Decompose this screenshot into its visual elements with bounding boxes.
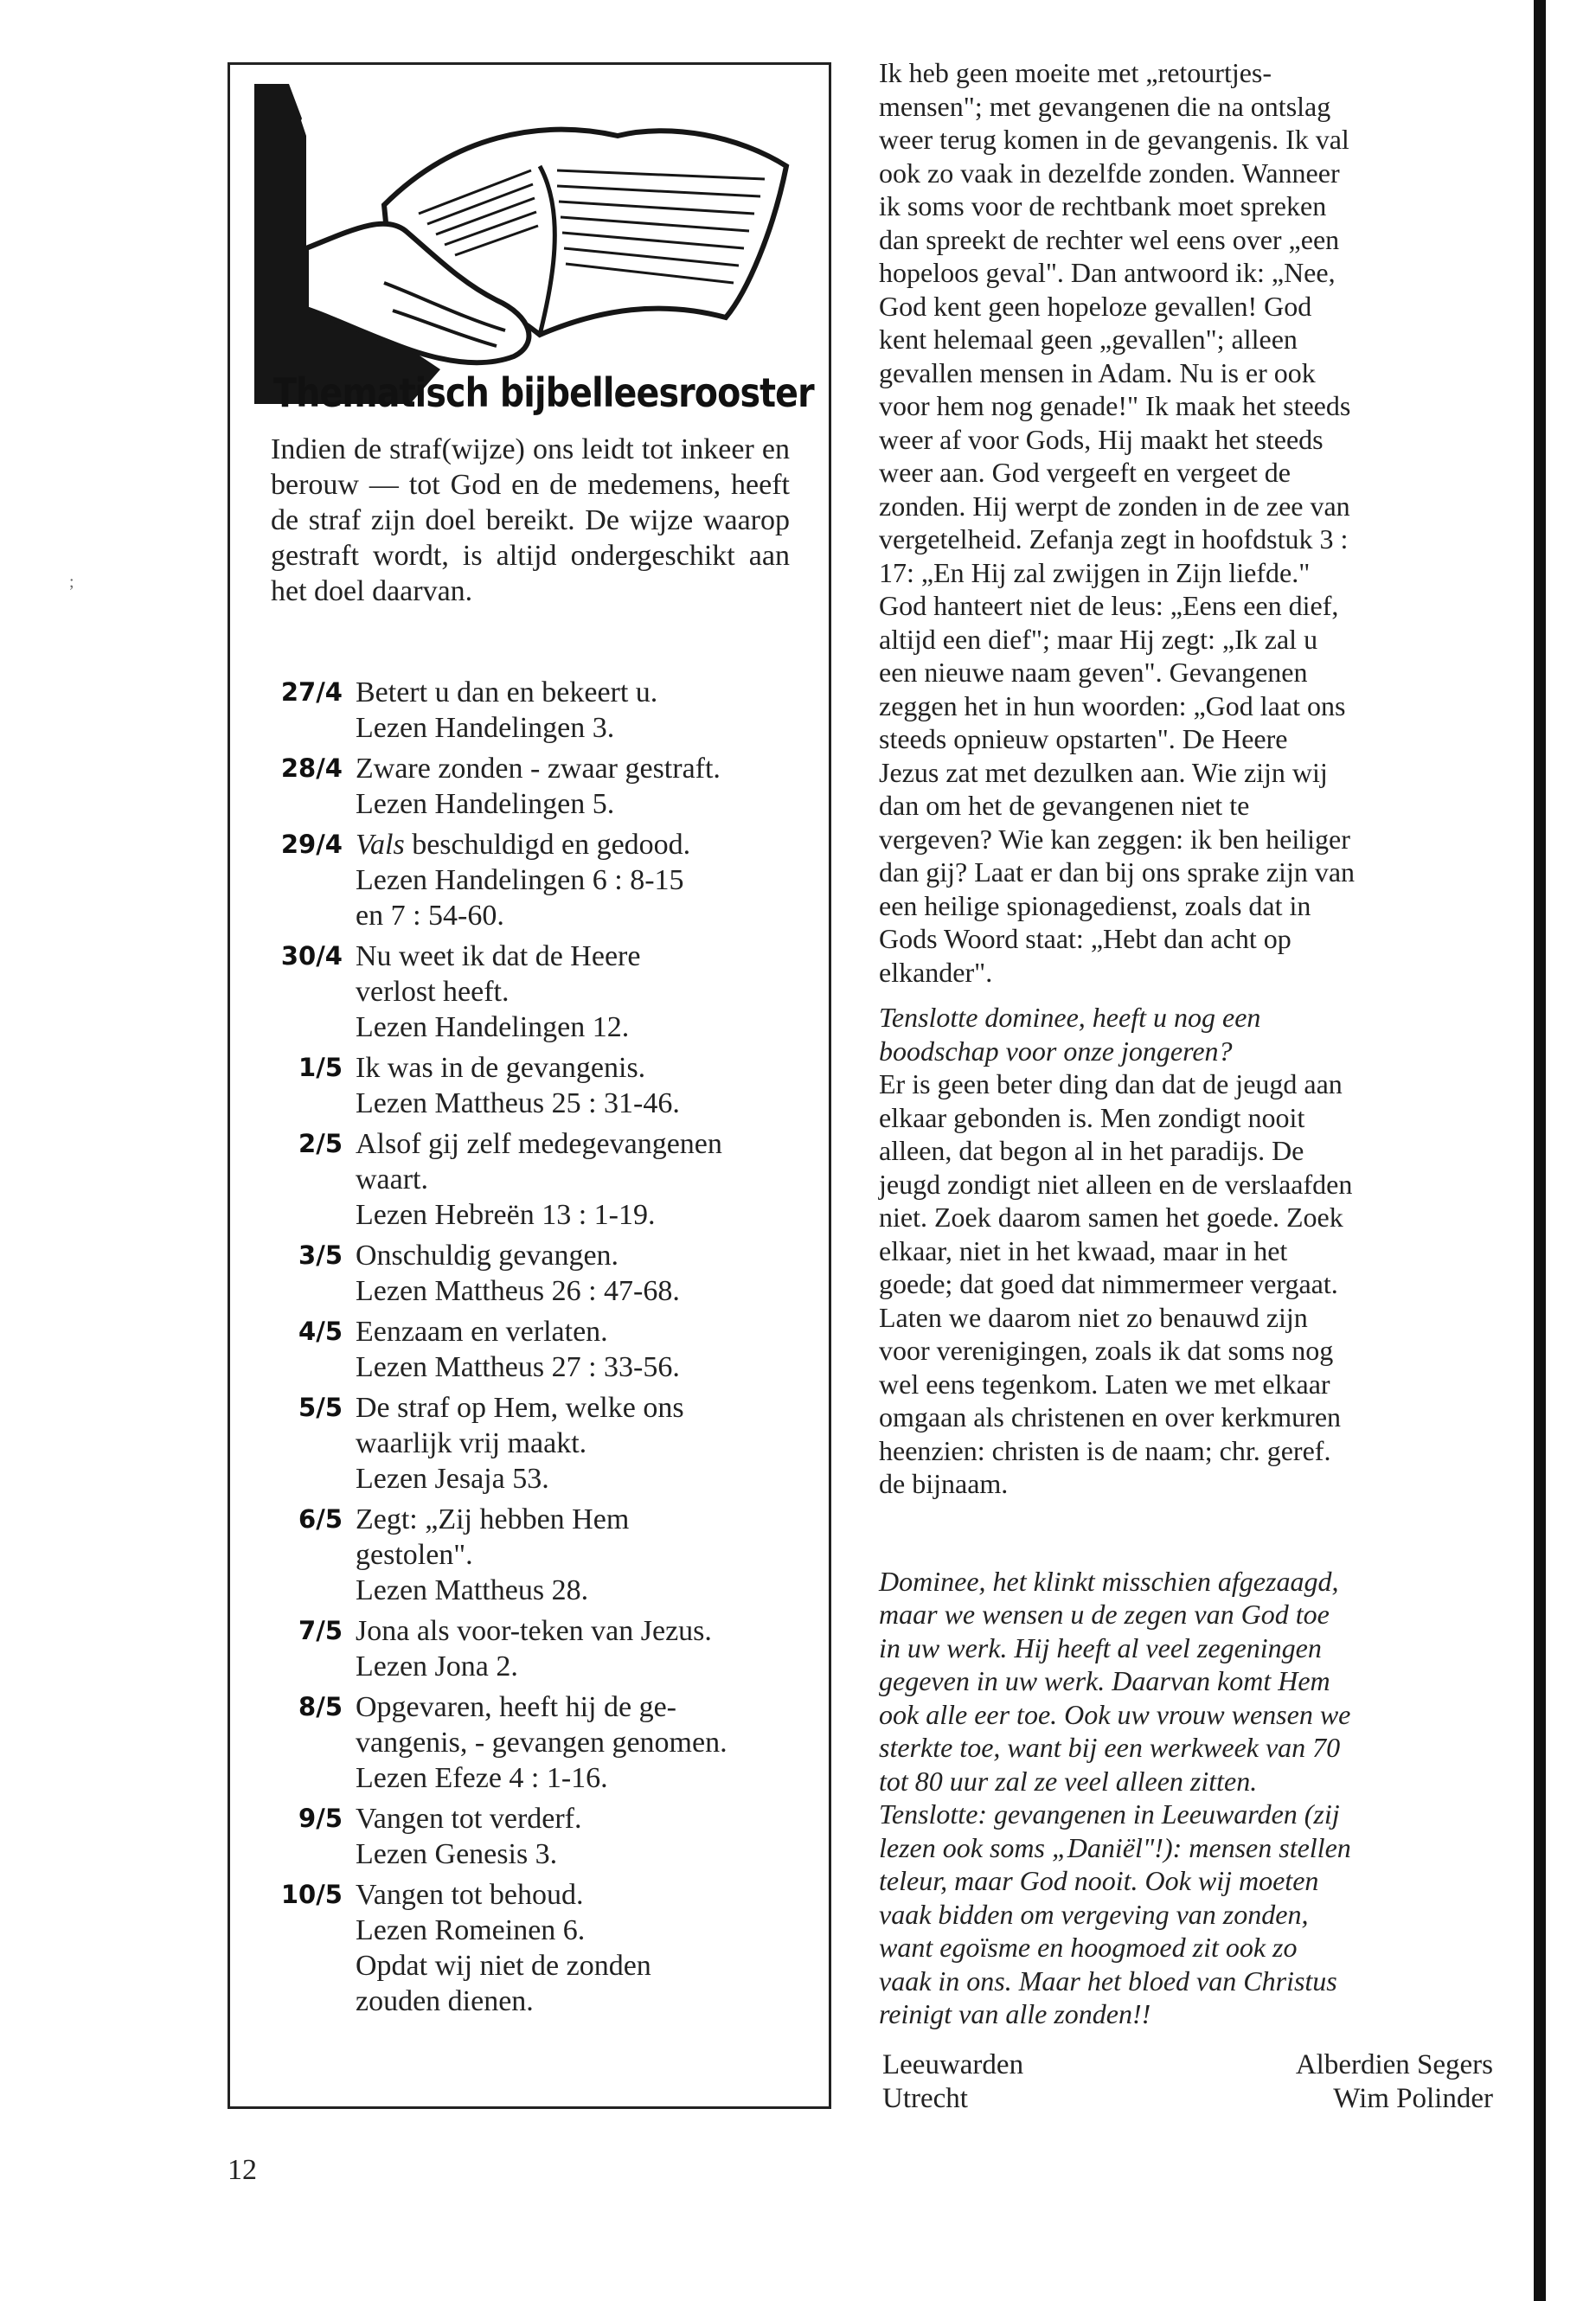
schedule-text xyxy=(356,1390,805,1497)
schedule-line: Lezen Mattheus 28. xyxy=(356,1574,589,1606)
schedule-text xyxy=(356,675,805,746)
signoff xyxy=(882,2048,1493,2116)
schedule-text xyxy=(356,751,805,822)
schedule-line: Zegt: „Zij hebben Hem xyxy=(356,1503,630,1535)
schedule-text xyxy=(356,939,805,1045)
schedule-line: Onschuldig gevangen. xyxy=(356,1240,619,1272)
schedule-line: en 7 : 54-60. xyxy=(356,900,504,932)
schedule-date: 3/5 xyxy=(298,1240,343,1270)
schedule-line: Lezen Mattheus 25 : 31-46. xyxy=(356,1087,680,1119)
schedule-entry xyxy=(271,1613,805,1684)
schedule-line: Alsof gij zelf medegevangenen xyxy=(356,1128,722,1160)
schedule-entry xyxy=(271,1314,805,1385)
schedule-entry xyxy=(271,1238,805,1309)
answer-paragraph-1: Ik heb geen moeite met „retourtjes- mensen"; met gevangenen die na ontslag weer terug komen in de gevangenis. Ik val ook zo vaak in dezelfde zonden. Wanneer ik soms voor de rechtbank moet spreken dan spreekt de rechter wel eens over „een hopeloos geval". Dan antwoord ik: „Nee, God kent geen hopeloze gevallen! God kent helemaal geen „gevallen"; alleen gevallen mensen in Adam. Nu is er ook voor hem nog genade!" Ik maak het steeds weer af voor Gods, Hij maakt het steeds weer aan. God vergeeft en vergeet de zonden. Hij werpt de zonden in de zee van vergetelheid. Zefanja zegt in hoofdstuk 3 : 17: „En Hij zal zwijgen in Zijn liefde." God hanteert niet de leus: „Eens een dief, altijd een dief"; maar Hij zegt: „Ik zal u een nieuwe naam geven". Gevangenen zeggen het in hun woorden: „God laat ons steeds opnieuw opstarten". De Heere Jezus zat met dezulken aan. Wie zijn wij dan om het de gevangenen niet te vergeven? Wie kan zeggen: ik ben heiliger dan gij? Laat er dan bij ons sprake zijn van een heilige spionagedienst, zoals dat in Gods Woord staat: „Hebt dan acht op elkander". xyxy=(879,57,1356,988)
schedule-text xyxy=(356,1613,805,1684)
schedule-entry xyxy=(271,1050,805,1121)
schedule-line: Jona als voor-teken van Jezus. xyxy=(356,1615,712,1647)
schedule-entry xyxy=(271,827,805,933)
schedule-line: Lezen Hebreën 13 : 1-19. xyxy=(356,1199,656,1231)
schedule-line: Vangen tot behoud. xyxy=(356,1879,584,1911)
schedule-date: 5/5 xyxy=(298,1393,343,1422)
signoff-places xyxy=(882,2048,1023,2116)
schedule-line: Lezen Handelingen 3. xyxy=(356,712,615,744)
schedule-list xyxy=(271,675,805,2024)
schedule-text xyxy=(356,1801,805,1872)
schedule-line: vangenis, - gevangen genomen. xyxy=(356,1727,727,1759)
schedule-line: Eenzaam en verlaten. xyxy=(356,1316,608,1348)
schedule-line: waarlijk vrij maakt. xyxy=(356,1427,587,1459)
schedule-date: 28/4 xyxy=(280,753,343,783)
reading-schedule-box xyxy=(228,62,831,2109)
schedule-text xyxy=(356,1238,805,1309)
schedule-date: 4/5 xyxy=(298,1317,343,1346)
schedule-line: Lezen Efeze 4 : 1-16. xyxy=(356,1762,608,1794)
page-edge-bar xyxy=(1534,0,1546,2301)
schedule-line: zouden dienen. xyxy=(356,1985,534,2017)
schedule-line: De straf op Hem, welke ons xyxy=(356,1392,684,1424)
schedule-date: 7/5 xyxy=(298,1616,343,1645)
schedule-text xyxy=(356,1502,805,1608)
schedule-line: waart. xyxy=(356,1163,429,1195)
schedule-date: 10/5 xyxy=(280,1880,343,1909)
schedule-line: verlost heeft. xyxy=(356,976,510,1008)
signoff-place-2: Utrecht xyxy=(882,2083,968,2114)
signoff-name-1: Alberdien Segers xyxy=(1295,2049,1493,2080)
schedule-entry xyxy=(271,1801,805,1872)
answer-paragraph-2: Er is geen beter ding dan dat de jeugd aan elkaar gebonden is. Men zondigt nooit alleen, dat begon al in het paradijs. De jeugd zondigt niet alleen en de verslaafden niet. Zoek daarom samen het goede. Zoek elkaar, niet in het kwaad, maar in het goede; dat goed dat nimmermeer vergaat. Laten we daarom niet zo benauwd zijn voor verenigingen, zoals ik dat soms nog wel eens tegenkom. Laten we met elkaar omgaan als christenen en over kerkmuren heenzien: christen is de naam; chr. geref. de bijnaam. xyxy=(879,1068,1353,1499)
schedule-line: Zware zonden - zwaar gestraft. xyxy=(356,753,721,785)
schedule-line: Lezen Handelingen 5. xyxy=(356,788,615,820)
closing-paragraph: Dominee, het klinkt misschien afgezaagd, maar we wensen u de zegen van God toe in uw werk. Hij heeft al veel zegeningen gegeven in uw werk. Daarvan komt Hem ook alle eer toe. Ook uw vrouw wensen we sterkte toe, want bij een werkweek van 70 tot 80 uur zal ze veel alleen zitten. Tenslotte: gevangenen in Leeuwarden (zij lezen ook soms „Daniël"!): mensen stellen teleur, maar God nooit. Ook wij moeten vaak bidden om vergeving van zonden, want egoïsme en hoogmoed zit ook zo vaak in ons. Maar het bloed van Christus reinigt van alle zonden!! xyxy=(879,1565,1351,2029)
signoff-names xyxy=(1296,2048,1493,2116)
schedule-date: 2/5 xyxy=(298,1129,343,1158)
schedule-text xyxy=(356,1126,805,1233)
schedule-line: Vals beschuldigd en gedood. xyxy=(356,829,691,861)
schedule-line: Lezen Romeinen 6. xyxy=(356,1914,586,1946)
schedule-line: gestolen". xyxy=(356,1539,473,1571)
schedule-entry xyxy=(271,675,805,746)
schedule-intro: Indien de straf(wijze) ons leidt tot inkeer en berouw — tot God en de medemens, heeft de straf zijn doel bereikt. De wijze waarop gestraft wordt, is altijd ondergeschikt aan het doel daarvan. xyxy=(271,433,790,607)
schedule-entry xyxy=(271,939,805,1045)
schedule-entry xyxy=(271,1126,805,1233)
schedule-entry xyxy=(271,1502,805,1608)
schedule-text xyxy=(356,1877,805,2019)
schedule-text xyxy=(356,827,805,933)
hand-holding-book-icon xyxy=(254,84,808,404)
schedule-date: 29/4 xyxy=(280,830,343,859)
schedule-entry xyxy=(271,1390,805,1497)
schedule-line: Ik was in de gevangenis. xyxy=(356,1052,646,1084)
schedule-line: Nu weet ik dat de Heere xyxy=(356,940,641,972)
schedule-line: Lezen Mattheus 26 : 47-68. xyxy=(356,1275,680,1307)
schedule-entry xyxy=(271,751,805,822)
schedule-line: Lezen Handelingen 12. xyxy=(356,1011,630,1043)
signoff-place-1: Leeuwarden xyxy=(882,2049,1024,2080)
schedule-entry xyxy=(271,1877,805,2019)
schedule-line: Lezen Genesis 3. xyxy=(356,1838,558,1870)
schedule-date: 1/5 xyxy=(298,1053,343,1082)
schedule-date: 27/4 xyxy=(280,677,343,707)
schedule-date: 30/4 xyxy=(280,941,343,971)
schedule-line: Lezen Mattheus 27 : 33-56. xyxy=(356,1351,680,1383)
interview-question: Tenslotte dominee, heeft u nog een boodschap voor onze jongeren? xyxy=(879,1002,1261,1067)
schedule-text xyxy=(356,1689,805,1796)
signoff-name-2: Wim Polinder xyxy=(1333,2083,1493,2114)
schedule-line: Opdat wij niet de zonden xyxy=(356,1950,651,1982)
schedule-line: Betert u dan en bekeert u. xyxy=(356,676,658,708)
schedule-date: 6/5 xyxy=(298,1504,343,1534)
page-number: 12 xyxy=(228,2154,257,2186)
schedule-text xyxy=(356,1050,805,1121)
schedule-line: Vangen tot verderf. xyxy=(356,1803,582,1835)
schedule-text xyxy=(356,1314,805,1385)
schedule-date: 8/5 xyxy=(298,1692,343,1721)
schedule-entry xyxy=(271,1689,805,1796)
schedule-line: Opgevaren, heeft hij de ge- xyxy=(356,1691,676,1723)
stray-scan-mark: ; xyxy=(69,573,74,592)
schedule-line: Lezen Jona 2. xyxy=(356,1650,518,1682)
schedule-line: Lezen Jesaja 53. xyxy=(356,1463,549,1495)
schedule-date: 9/5 xyxy=(298,1804,343,1833)
schedule-title: Thematisch bijbelleesrooster xyxy=(273,369,814,416)
schedule-line: Lezen Handelingen 6 : 8-15 xyxy=(356,864,684,896)
article-column xyxy=(879,56,1493,2031)
